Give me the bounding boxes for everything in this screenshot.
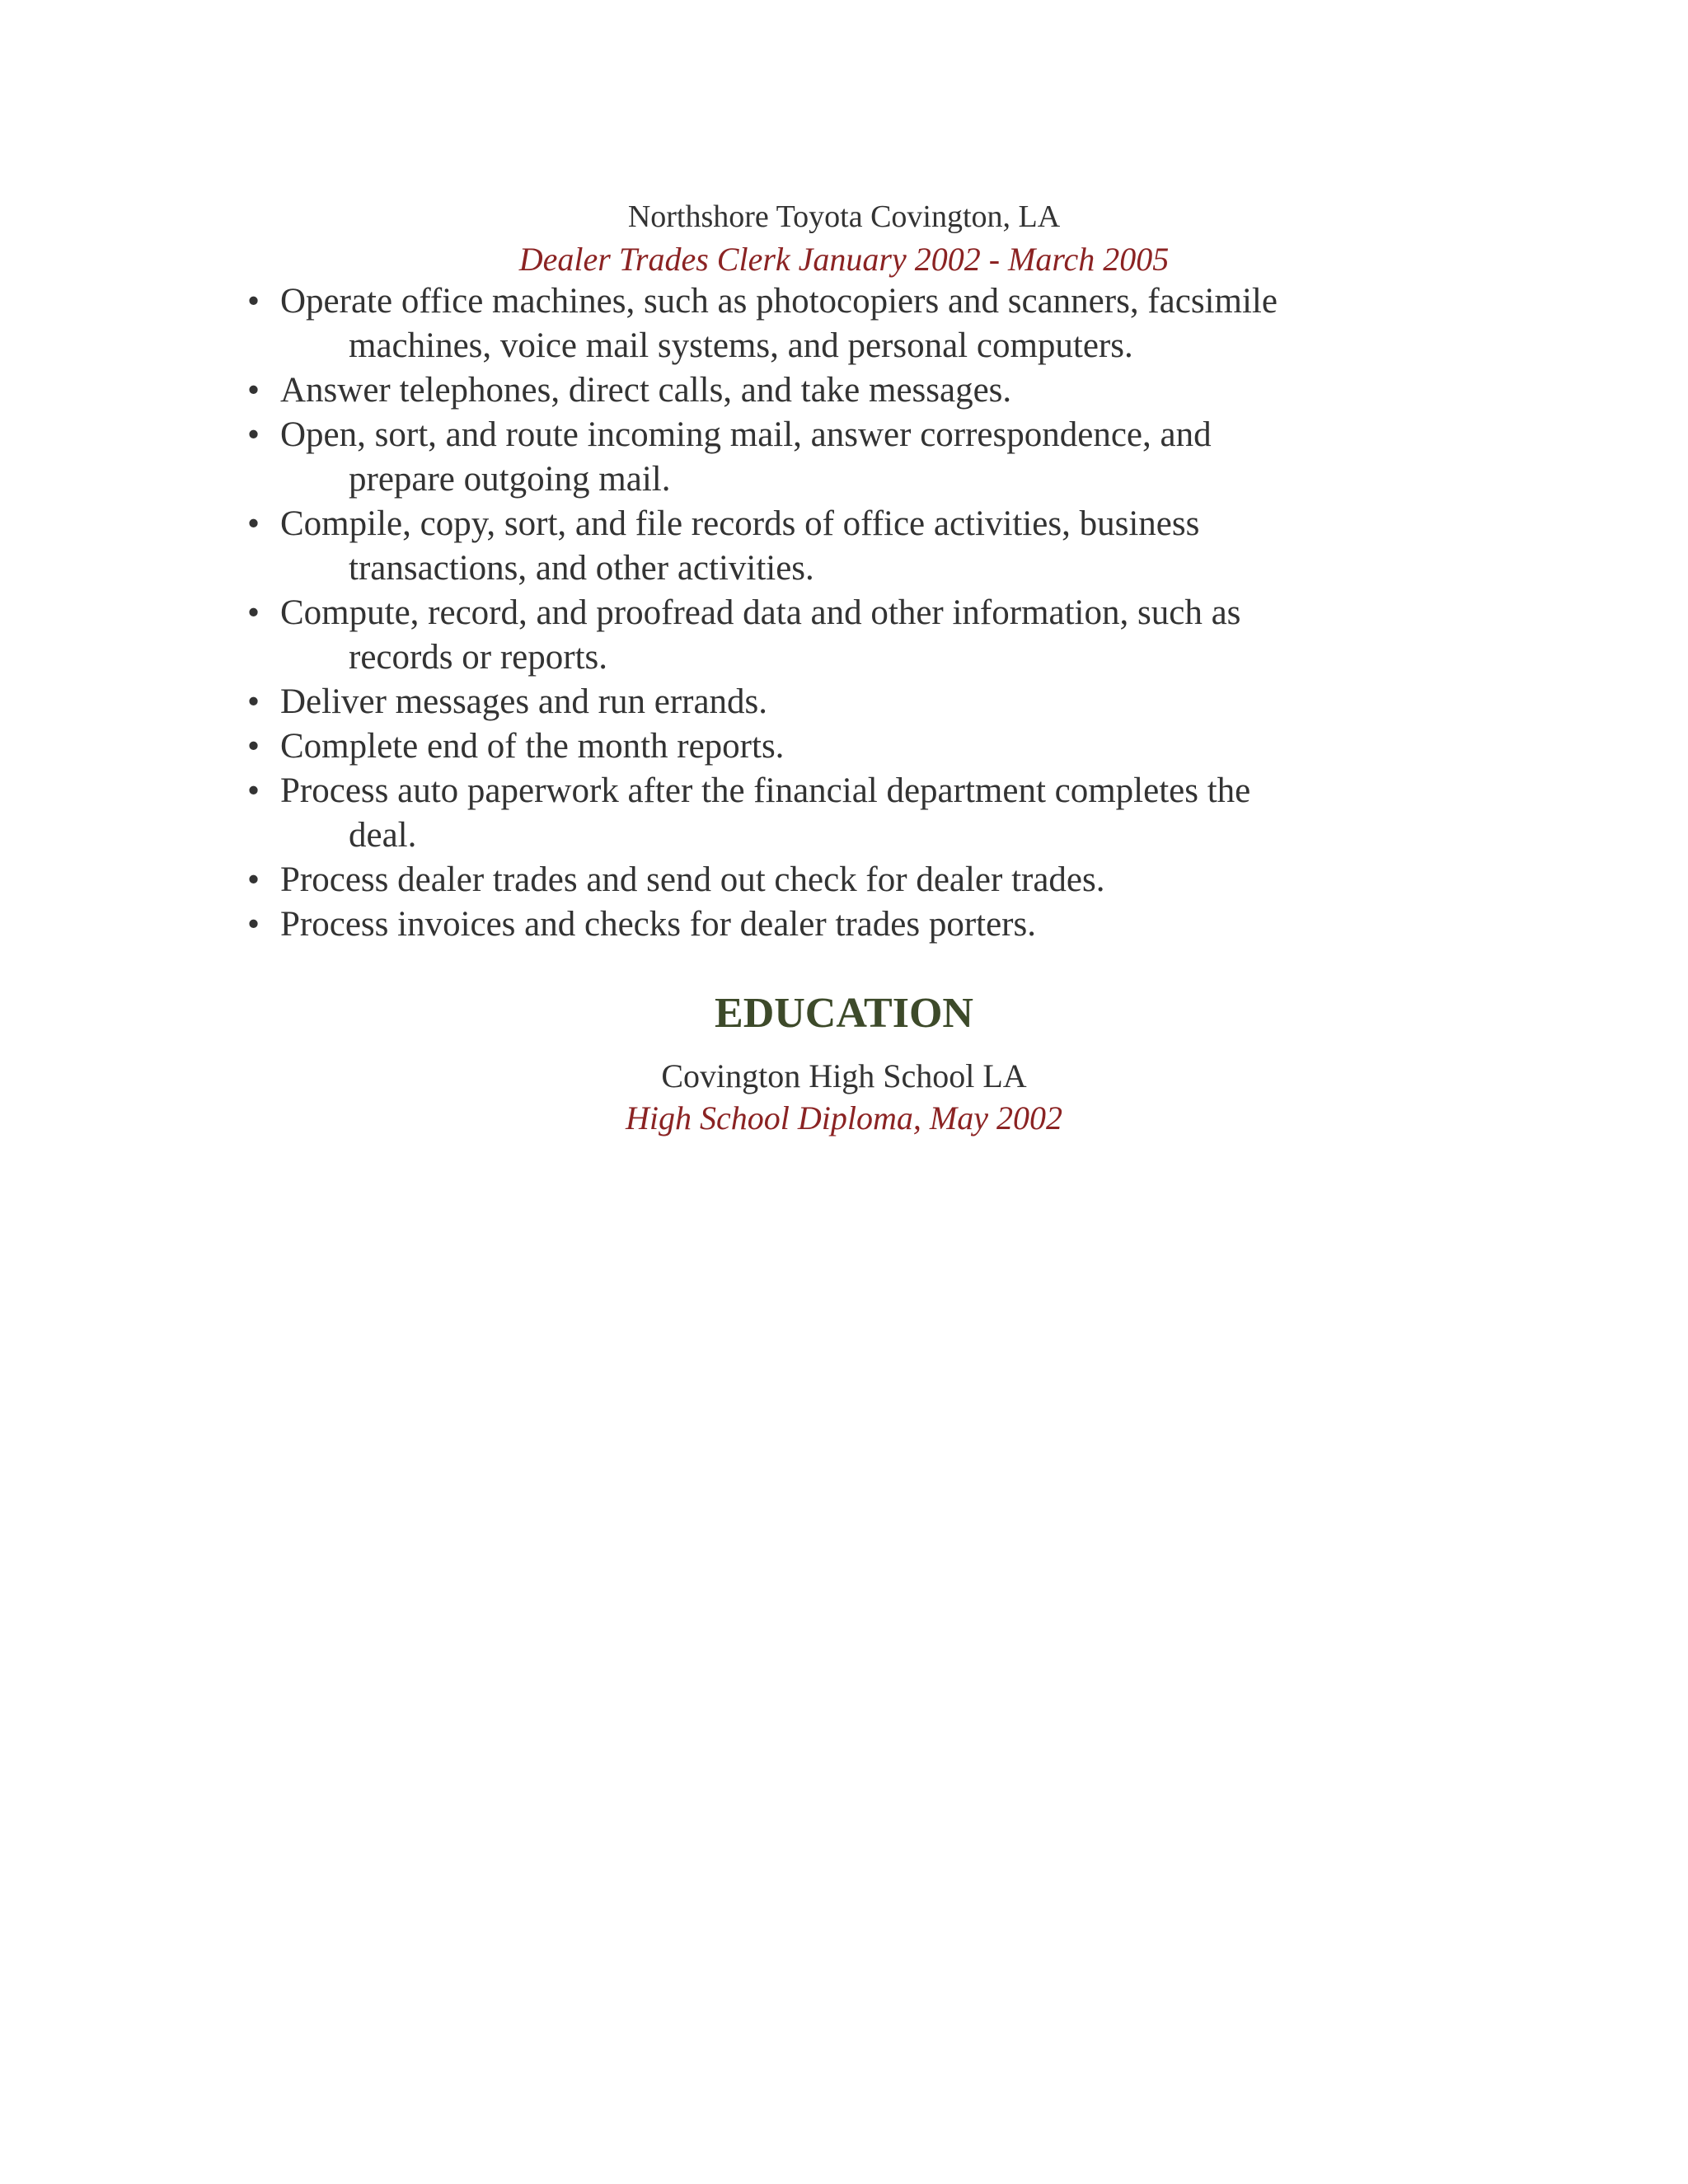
duty-text: Complete end of the month reports. xyxy=(280,727,785,766)
duty-item xyxy=(247,413,1418,502)
bullet-icon: • xyxy=(247,727,260,766)
duty-item xyxy=(247,724,1418,769)
duty-text: machines, voice mail systems, and personal computers. xyxy=(349,326,1133,365)
duty-text: transactions, and other activities. xyxy=(349,549,814,588)
diploma: High School Diploma, May 2002 xyxy=(626,1099,1062,1137)
duty-item xyxy=(247,368,1418,413)
bullet-icon: • xyxy=(247,771,260,810)
duty-item xyxy=(247,769,1418,858)
duty-text: Deliver messages and run errands. xyxy=(280,682,768,721)
bullet-icon: • xyxy=(247,682,260,721)
job-duties-list xyxy=(247,279,1418,947)
duty-text: Process dealer trades and send out check for dealer trades. xyxy=(280,860,1105,899)
duty-text: Open, sort, and route incoming mail, answer correspondence, and xyxy=(280,415,1212,454)
duty-text: Process auto paperwork after the financial department completes the xyxy=(280,771,1251,810)
duty-text: Process invoices and checks for dealer trades porters. xyxy=(280,905,1036,944)
duty-item xyxy=(247,502,1418,591)
duty-item xyxy=(247,680,1418,724)
duty-text: records or reports. xyxy=(349,638,608,677)
duty-item xyxy=(247,858,1418,902)
duty-text: prepare outgoing mail. xyxy=(349,460,671,499)
bullet-icon: • xyxy=(247,371,260,410)
bullet-icon: • xyxy=(247,905,260,944)
school-name: Covington High School LA xyxy=(661,1057,1027,1094)
employer-name: Northshore Toyota Covington, LA xyxy=(627,199,1061,234)
bullet-icon: • xyxy=(247,504,260,543)
duty-item xyxy=(247,902,1418,947)
education-heading: EDUCATION xyxy=(715,990,973,1037)
duty-text: Answer telephones, direct calls, and take messages. xyxy=(280,371,1012,410)
bullet-icon: • xyxy=(247,415,260,454)
duty-item xyxy=(247,279,1418,368)
job-title: Dealer Trades Clerk January 2002 - March 2005 xyxy=(518,241,1170,278)
duty-text: Compute, record, and proofread data and other information, such as xyxy=(280,593,1241,632)
duty-text: deal. xyxy=(349,816,417,855)
bullet-icon: • xyxy=(247,860,260,899)
bullet-icon: • xyxy=(247,282,260,321)
duty-text: Compile, copy, sort, and file records of office activities, business xyxy=(280,504,1200,543)
duty-text: Operate office machines, such as photocopiers and scanners, facsimile xyxy=(280,282,1278,321)
duty-item xyxy=(247,591,1418,680)
bullet-icon: • xyxy=(247,593,260,632)
